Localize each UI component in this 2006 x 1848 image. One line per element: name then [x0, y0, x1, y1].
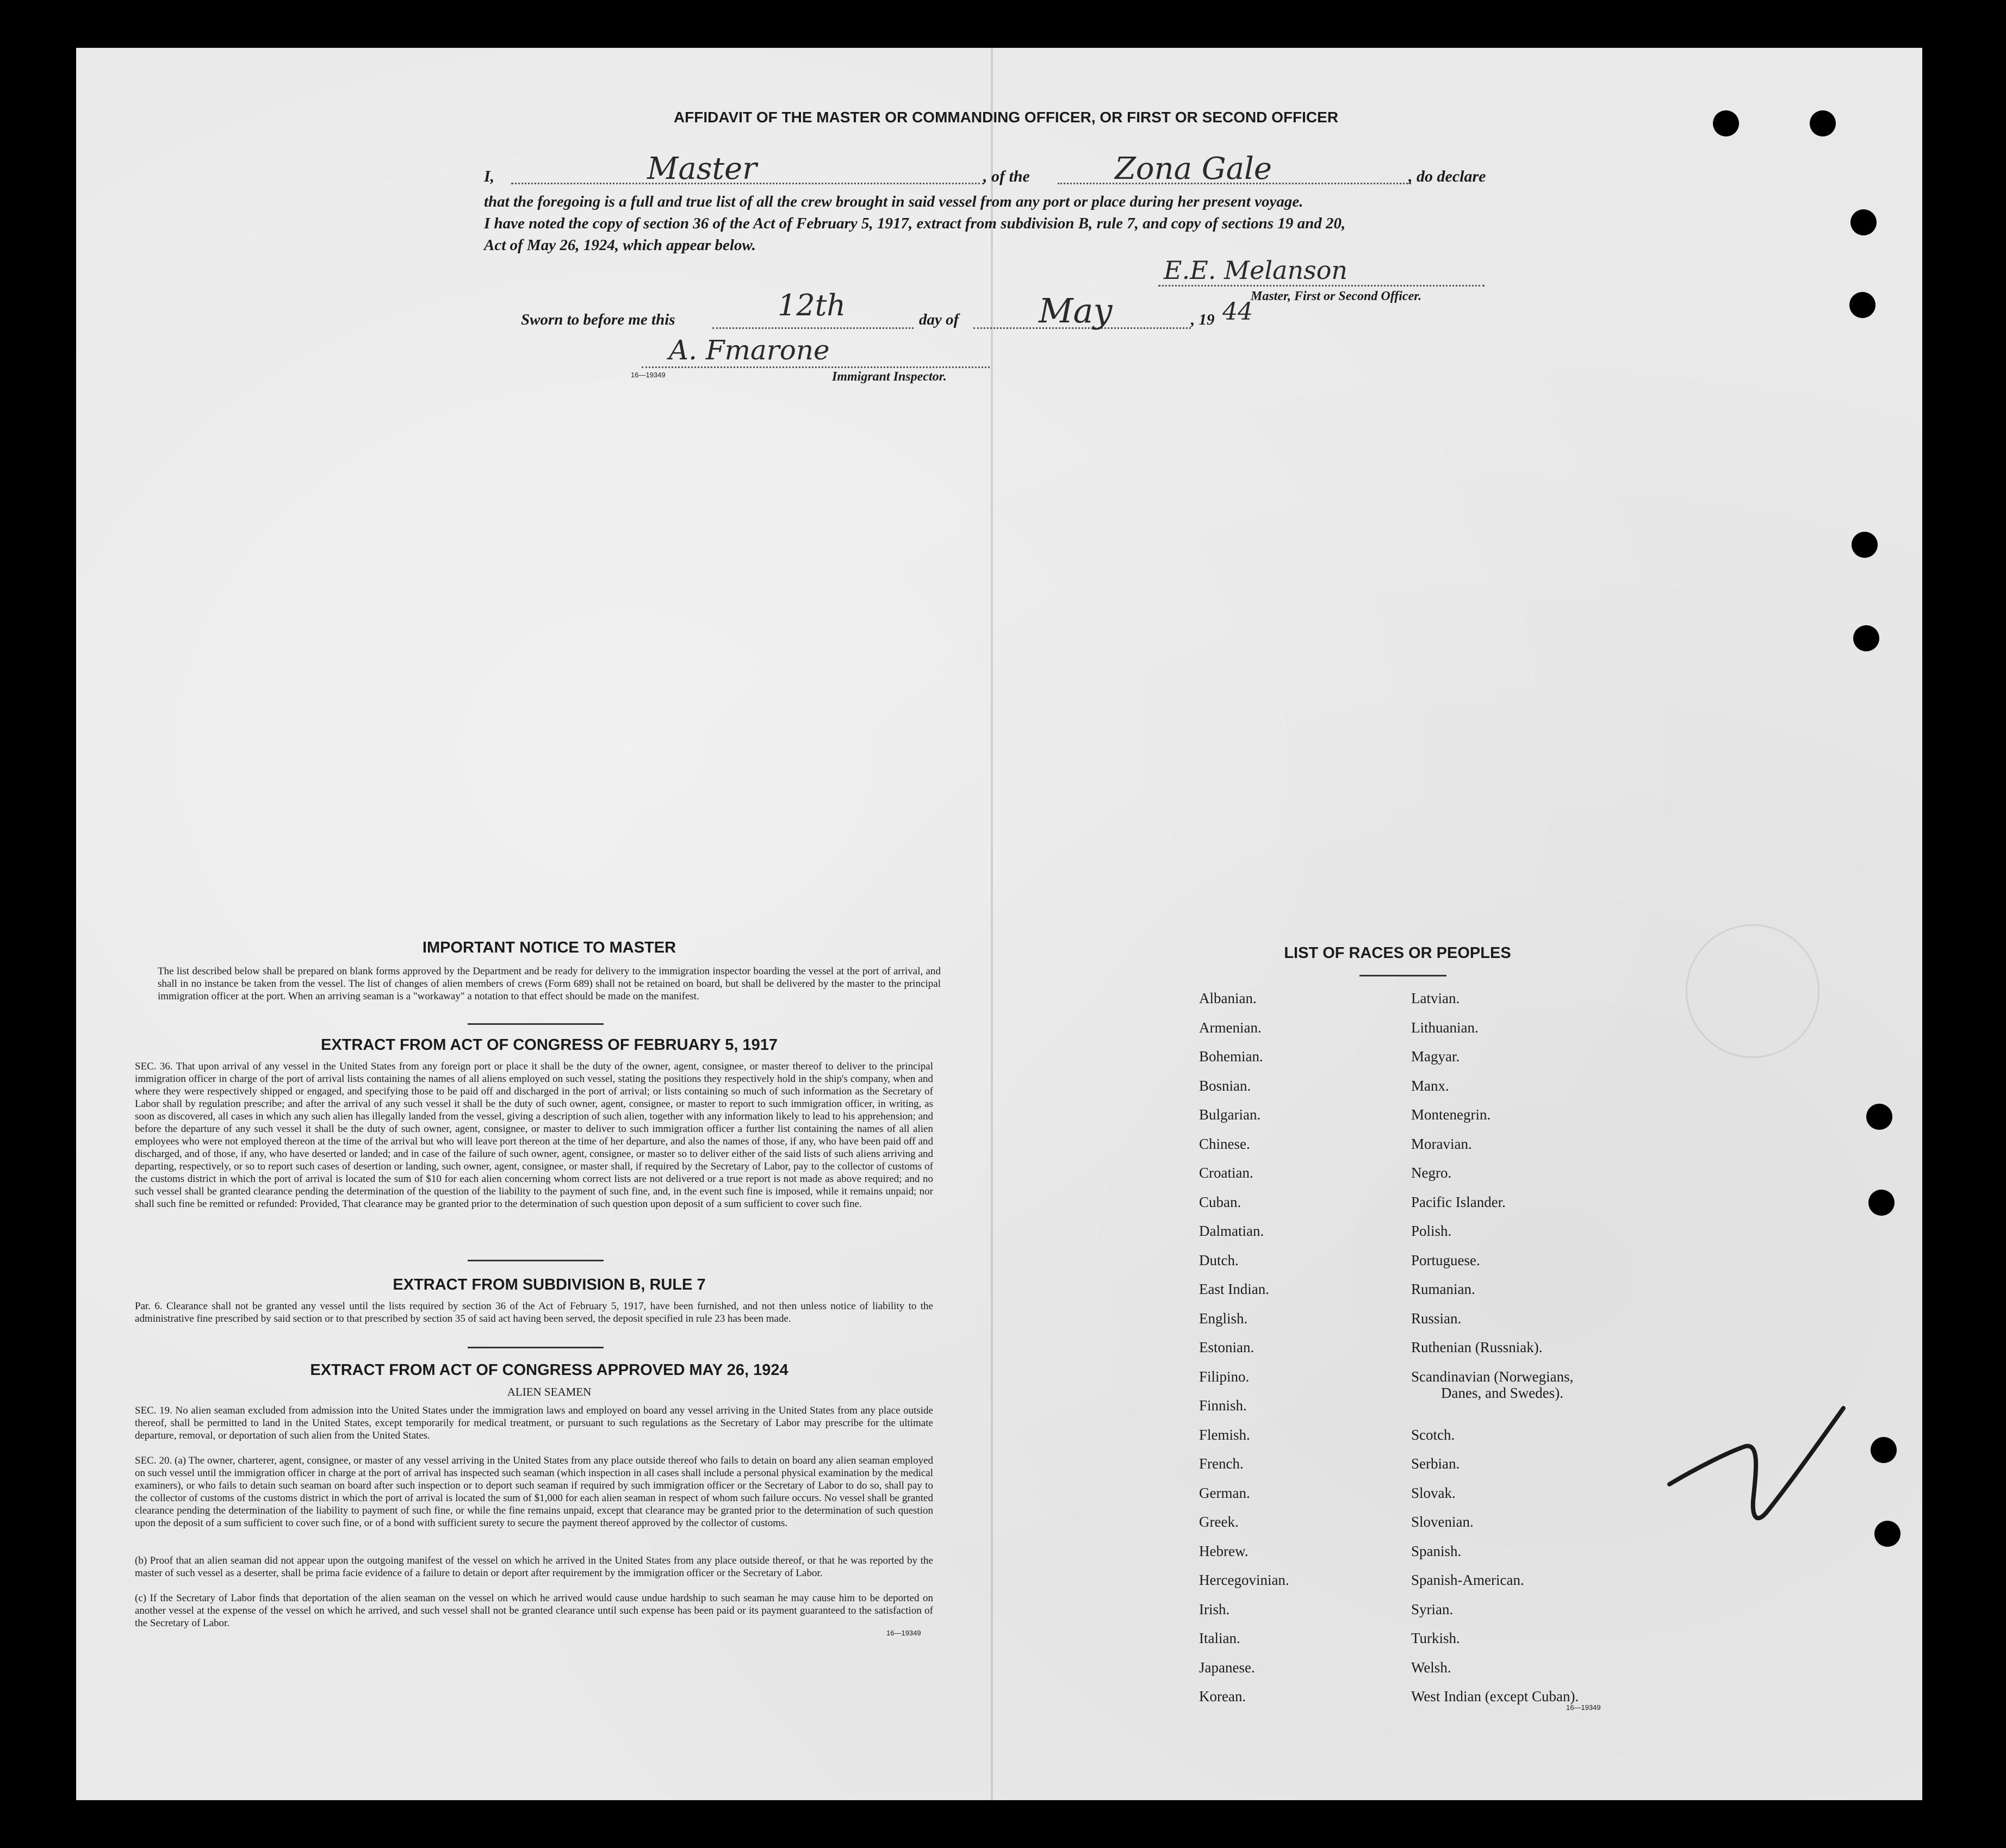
race-item: Ruthenian (Russniak).: [1411, 1339, 1543, 1355]
faint-seal: [1686, 924, 1819, 1058]
race-item: Armenian.: [1199, 1019, 1262, 1036]
race-item: Japanese.: [1199, 1659, 1255, 1676]
race-item: Hebrew.: [1199, 1542, 1249, 1559]
affidavit-i-label: I,: [484, 167, 495, 185]
race-item: Hercegovinian.: [1199, 1572, 1289, 1588]
race-item: Slovenian.: [1411, 1514, 1474, 1530]
race-item: Lithuanian.: [1411, 1019, 1479, 1036]
extract-rule7-title: EXTRACT FROM SUBDIVISION B, RULE 7: [393, 1276, 706, 1293]
race-item: Russian.: [1411, 1310, 1462, 1327]
extract-rule7-body: Par. 6. Clearance shall not be granted any vessel until the lists required by section 36 of the Act of February 5, 1917, have been furnished, and not then unless notice of liability to the administrative fine prescribed by said section or to that prescribed by section 35 of said act having been served, the deposit specified in rule 23 has been made.: [135, 1301, 933, 1324]
check-mark: [1664, 1403, 1849, 1544]
races-right-column: [1411, 984, 1579, 1712]
races-left-column: [1199, 984, 1289, 1712]
sworn-label: Sworn to before me this: [521, 311, 675, 328]
race-item: East Indian.: [1199, 1281, 1269, 1297]
punch-hole: [1810, 110, 1836, 136]
day-handwritten: 12th: [778, 288, 846, 322]
race-item: Latvian.: [1411, 990, 1460, 1006]
punch-hole: [1713, 110, 1739, 136]
divider: [1359, 975, 1446, 976]
do-declare-label: , do declare: [1408, 167, 1486, 185]
races-title: LIST OF RACES OR PEOPLES: [1284, 944, 1511, 962]
sec-20c-text: (c) If the Secretary of Labor finds that deportation of the alien seaman on the vessel on which he arrived would cause undue hardship to such seaman he may cause him to be deported on another vessel at the expense of the vessel on which he arrived, and such vessel shall not be granted clearance until such expense has been paid or its payment guaranteed to the satisfaction of the Secretary of Labor.: [135, 1592, 933, 1629]
punch-hole: [1874, 1521, 1901, 1547]
divider: [468, 1347, 604, 1348]
affidavit-title: AFFIDAVIT OF THE MASTER OR COMMANDING OFFICER, OR FIRST OR SECOND OFFICER: [673, 109, 1339, 126]
race-item: Spanish-American.: [1411, 1572, 1524, 1588]
race-item: Scotch.: [1411, 1426, 1455, 1443]
extract-form-number: 16—19349: [886, 1629, 921, 1637]
punch-hole: [1852, 532, 1878, 558]
race-item: Irish.: [1199, 1601, 1230, 1617]
race-item: Spanish.: [1411, 1542, 1462, 1559]
vessel-handwritten: Zona Gale: [1115, 151, 1272, 186]
race-item: Montenegrin.: [1411, 1106, 1491, 1123]
race-item: Croatian.: [1199, 1165, 1253, 1181]
race-item: Negro.: [1411, 1165, 1452, 1181]
race-item: Dutch.: [1199, 1252, 1239, 1268]
race-item: French.: [1199, 1455, 1244, 1472]
race-item: Polish.: [1411, 1223, 1452, 1239]
punch-hole: [1853, 625, 1879, 651]
notice-title: IMPORTANT NOTICE TO MASTER: [422, 939, 676, 956]
race-item: Greek.: [1199, 1514, 1239, 1530]
race-item: Danes, and Swedes).: [1441, 1384, 1563, 1401]
race-item: Cuban.: [1199, 1193, 1241, 1210]
race-item: Pacific Islander.: [1411, 1193, 1506, 1210]
race-item: Moravian.: [1411, 1135, 1472, 1152]
race-item: West Indian (except Cuban).: [1411, 1688, 1579, 1704]
punch-hole: [1849, 292, 1875, 318]
race-item: Filipino.: [1199, 1368, 1250, 1385]
race-item: Flemish.: [1199, 1426, 1250, 1443]
race-item: Bulgarian.: [1199, 1106, 1261, 1123]
year-prefix: , 19: [1191, 311, 1215, 328]
inspector-signature: A. Fmarone: [669, 334, 830, 366]
month-handwritten: May: [1039, 291, 1113, 331]
race-item: Bohemian.: [1199, 1048, 1263, 1065]
extract-1917-title: EXTRACT FROM ACT OF CONGRESS OF FEBRUARY 5, 1917: [320, 1036, 778, 1054]
divider: [468, 1023, 604, 1025]
year-handwritten: 44: [1222, 298, 1253, 326]
race-item: Portuguese.: [1411, 1252, 1480, 1268]
race-item: Finnish.: [1199, 1397, 1247, 1414]
notice-body: The list described below shall be prepared on blank forms approved by the Department and be ready for delivery to the immigration inspector boarding the vessel at the port of arrival, and shall in no instance be taken from the vessel. The list of changes of alien members of crews (Form 689) shall not be retained on board, but shall be delivered by the master to the principal immigration officer at the port. When an arriving seaman is a "workaway" a notation to that effect should be made on the manifest.: [158, 966, 941, 1002]
race-item: Dalmatian.: [1199, 1223, 1264, 1239]
race-item: Korean.: [1199, 1688, 1246, 1704]
race-item: Turkish.: [1411, 1630, 1460, 1646]
rank-handwritten: Master: [647, 151, 757, 186]
race-item: Syrian.: [1411, 1601, 1454, 1617]
race-item: Magyar.: [1411, 1048, 1460, 1065]
inspector-caption: Immigrant Inspector.: [832, 370, 947, 384]
signature-caption: Master, First or Second Officer.: [1251, 289, 1422, 303]
race-item: Serbian.: [1411, 1455, 1460, 1472]
affidavit-line-2: that the foregoing is a full and true list of all the crew brought in said vessel from any port or place during her present voyage.: [484, 193, 1303, 210]
punch-hole: [1868, 1190, 1895, 1216]
affidavit-line-4: Act of May 26, 1924, which appear below.: [484, 237, 756, 254]
day-of-label: day of: [919, 311, 959, 328]
punch-hole: [1871, 1437, 1897, 1463]
punch-hole: [1850, 209, 1877, 235]
race-item: English.: [1199, 1310, 1248, 1327]
sec-20a-text: SEC. 20. (a) The owner, charterer, agent, consignee, or master of any vessel arriving in the United States from any place outside thereof who fails to detain on board any alien seaman employed on such vessel until the immigration officer in charge at the port of arrival has inspected such seaman (which inspection in all cases shall include a personal physical examination by the medical examiners), or who fails to detain such seaman on board after such inspection or to deport such seaman if required by such immigration officer or the Secretary of Labor to do so, shall pay to the collector of customs of the customs district in which the port of arrival is located the sum of $1,000 for each alien seaman in respect of whom such failure occurs. No vessel shall be granted clearance pending the determination of the liability to payment of such fine, or while the fine remains unpaid, except that clearance may be granted prior to the determination of such question upon the deposit of a sum sufficient to cover such fine, or of a bond with sufficient surety to secure the payment thereof approved by the collector of customs.: [135, 1455, 933, 1529]
race-item: Welsh.: [1411, 1659, 1451, 1676]
sec-20b-text: (b) Proof that an alien seaman did not appear upon the outgoing manifest of the vessel on which he arrived in the United States from any place outside thereof, or that he was reported by the master of such vessel as a deserter, shall be prima facie evidence of a failure to detain or deport after requirement by the immigration officer or the Secretary of Labor.: [135, 1555, 933, 1579]
affidavit-line-3: I have noted the copy of section 36 of the Act of February 5, 1917, extract from subdivision B, rule 7, and copy of sections 19 and 20,: [484, 215, 1346, 232]
race-item: Albanian.: [1199, 990, 1257, 1006]
race-item: Rumanian.: [1411, 1281, 1475, 1297]
punch-hole: [1866, 1104, 1892, 1130]
affidavit-form-number: 16—19349: [631, 371, 666, 379]
extract-1924-title: EXTRACT FROM ACT OF CONGRESS APPROVED MAY 26, 1924: [310, 1361, 788, 1379]
divider: [468, 1260, 604, 1261]
race-item: Chinese.: [1199, 1135, 1250, 1152]
race-item: Slovak.: [1411, 1484, 1456, 1501]
sec-19-text: SEC. 19. No alien seaman excluded from admission into the United States under the immigration laws and employed on board any vessel arriving in the United States from any place outside thereof, shall be permitted to land in the United States, except temporarily for medical treatment, or pursuant to such regulations as the Secretary of Labor may prescribe for the ultimate departure, removal, or deportation of such alien from the United States.: [135, 1405, 933, 1441]
race-item: Italian.: [1199, 1630, 1240, 1646]
race-item: Scandinavian (Norwegians,: [1411, 1368, 1574, 1385]
race-item: Manx.: [1411, 1077, 1449, 1094]
extract-1917-body: SEC. 36. That upon arrival of any vessel in the United States from any foreign port or place it shall be the duty of the owner, agent, consignee, or master thereof to deliver to the principal immigration officer in charge of the port of arrival lists containing the names of all aliens employed on such vessel, stating the positions they respectively hold in the ship's company, when and where they were respectively shipped or engaged, and specifying those to be paid off and discharged in the port of arrival; or lists containing so much of such information as the Secretary of Labor shall by regulation prescribe; and after the arrival of any such vessel it shall be the duty of such owner, agent, consignee, or master to report to such immigration officer, in writing, as soon as discovered, all cases in which any such alien has illegally landed from the vessel, giving a description of such alien, together with any information likely to lead to his apprehension; and before the departure of any such vessel it shall be the duty of such owner, agent, consignee, or master to deliver to such immigration officer a further list containing the names of all alien employees who were not employed thereon at the time of the arrival but who will leave port thereon at the time of her departure, and also the names of those, if any, who have been paid off and discharged, and of those, if any, who have deserted or landed; and in case of the failure of such owner, agent, consignee, or master so to deliver either of the said lists of such aliens arriving and departing, respectively, or so to report such cases of desertion or landing, such owner, agent, consignee, or master shall, if required by the Secretary of Labor, pay to the collector of customs of the customs district in which the port of arrival is located the sum of $10 for each alien concerning whom correct lists are not delivered or a true report is not made as above required; and no such vessel shall be granted clearance pending the determination of the question of the liability to the payment of such fine, and, in the event such fine is imposed, while it remains unpaid; nor shall such fine be remitted or refunded: Provided, That clearance may be granted prior to the determination of such question upon deposit of a sum sufficient to cover such fine.: [135, 1061, 933, 1210]
races-form-number: 16—19349: [1566, 1703, 1601, 1712]
race-item: German.: [1199, 1484, 1250, 1501]
race-item: Bosnian.: [1199, 1077, 1251, 1094]
master-signature: E.E. Melanson: [1164, 256, 1348, 285]
race-item: Estonian.: [1199, 1339, 1254, 1355]
alien-seamen-subtitle: ALIEN SEAMEN: [507, 1385, 592, 1398]
of-the-label: , of the: [983, 167, 1030, 185]
